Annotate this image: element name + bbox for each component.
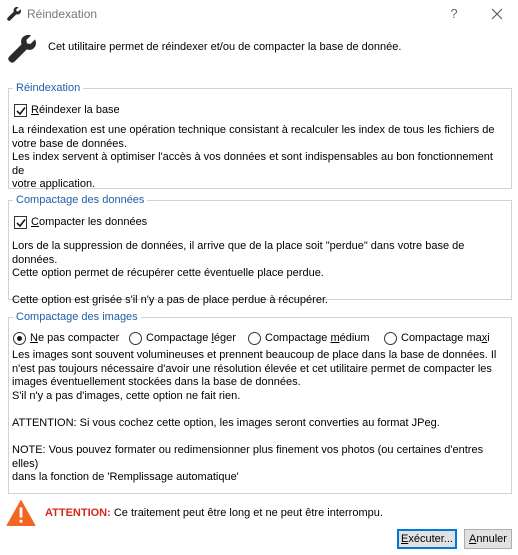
intro-text: Cet utilitaire permet de réindexer et/ou de compacter la base de donnée. xyxy=(48,41,402,53)
radio-medium-compact-label[interactable]: Compactage médium xyxy=(265,332,370,344)
images-legend: Compactage des images xyxy=(16,311,138,323)
compact-checkbox-label[interactable]: Compacter les données xyxy=(31,216,148,228)
warning-triangle-icon xyxy=(6,499,36,527)
description-line: ATTENTION: Si vous cochez cette option, les images seront converties au format JPeg. xyxy=(12,416,440,429)
wrench-icon xyxy=(6,33,38,65)
images-description xyxy=(12,349,497,485)
compact-legend: Compactage des données xyxy=(16,194,145,206)
description-line: votre base de données. xyxy=(12,137,127,150)
description-line: votre application. xyxy=(12,178,96,191)
description-line: NOTE: Vous pouvez formater ou redimensionner plus finement vos photos (ou certaines d'entres elles) xyxy=(12,444,484,470)
warning-message xyxy=(45,507,383,519)
reindex-description xyxy=(12,124,497,192)
radio-light-compact[interactable] xyxy=(129,332,142,345)
cancel-button[interactable]: Annuler xyxy=(464,529,512,549)
checkmark-icon xyxy=(16,218,26,228)
radio-light-compact-label[interactable]: Compactage léger xyxy=(146,332,236,344)
window-title: Réindexation xyxy=(27,7,98,21)
compact-checkbox[interactable] xyxy=(14,216,27,229)
description-line: Lors de la suppression de données, il arrive que de la place soit "perdue" dans votre base de données. xyxy=(12,240,465,266)
execute-button[interactable]: Exécuter... xyxy=(397,529,457,549)
warning-text: Ce traitement peut être long et ne peut être interrompu. xyxy=(110,507,383,519)
warning-label: ATTENTION: xyxy=(45,507,111,519)
description-line: n'est pas toujours nécessaire d'avoir une résolution élevée et cet utilitaire permet de compacter les xyxy=(12,362,492,375)
close-icon[interactable] xyxy=(488,5,506,23)
description-line: Cette option est grisée s'il n'y a pas de place perdue à récupérer. xyxy=(12,294,329,307)
description-line: S'il n'y a pas d'images, cette option ne fait rien. xyxy=(12,389,241,402)
description-line: dans la fonction de 'Remplissage automatique' xyxy=(12,471,239,484)
checkmark-icon xyxy=(16,106,26,116)
radio-medium-compact[interactable] xyxy=(248,332,261,345)
reindex-checkbox-label[interactable]: Réindexer la base xyxy=(31,104,120,116)
radio-max-compact[interactable] xyxy=(384,332,397,345)
title-bar xyxy=(0,0,518,28)
description-line: La réindexation est une opération technique consistant à recalculer les index de tous les fichiers de xyxy=(12,124,495,136)
help-button[interactable]: ? xyxy=(450,6,458,21)
reindex-legend: Réindexation xyxy=(16,82,81,94)
reindex-checkbox[interactable] xyxy=(14,104,27,117)
compact-description xyxy=(12,240,497,308)
radio-no-compact-label[interactable]: Ne pas compacter xyxy=(30,332,120,344)
description-line: Les images sont souvent volumineuses et prennent beaucoup de place dans la base de données. Il xyxy=(12,349,497,361)
radio-no-compact[interactable] xyxy=(13,332,26,345)
description-line: images éventuellement stockées dans la base de données. xyxy=(12,376,301,389)
description-line: Cette option permet de récupérer cette éventuelle place perdue. xyxy=(12,267,324,280)
description-line: Les index servent à optimiser l'accès à vos données et sont indispensables au bon fonctionnement de xyxy=(12,151,493,177)
radio-max-compact-label[interactable]: Compactage maxi xyxy=(401,332,490,344)
wrench-icon xyxy=(6,6,22,22)
